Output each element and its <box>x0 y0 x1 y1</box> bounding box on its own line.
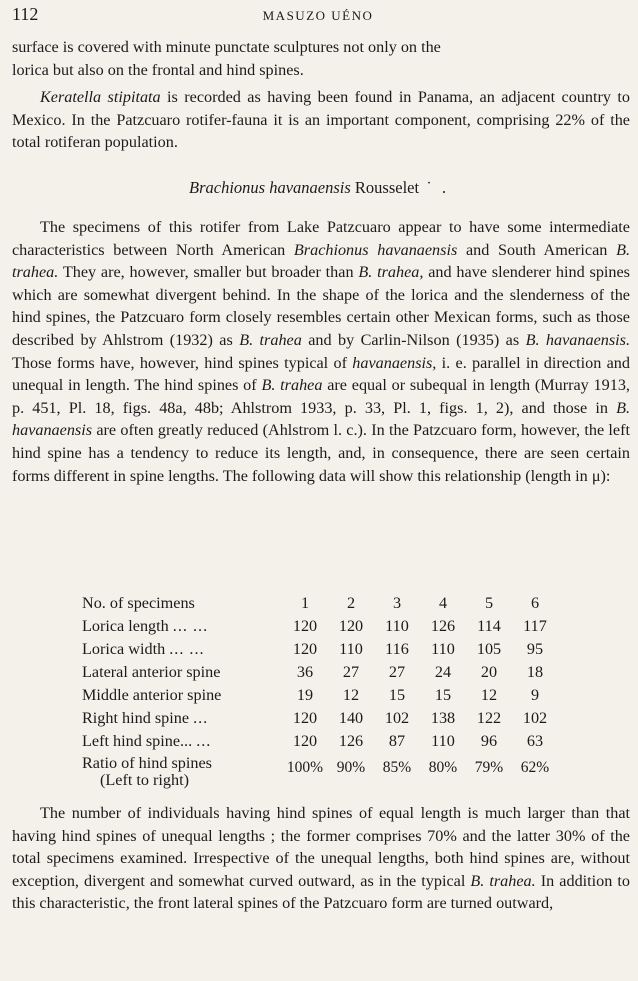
table-cell: 117 <box>523 617 547 635</box>
table-cell: 87 <box>388 732 406 750</box>
heading-author: Rousselet <box>350 178 420 197</box>
table-column-header: 1 <box>300 594 310 612</box>
table-cell: 96 <box>480 732 498 750</box>
paragraph-3-text-4: and have slenderer hind spines which are somewhat divergent behind. In the shape of the lorica and the slenderness of the hind spines, the Patzcuaro form closely resembles certain other Mexican forms, such as those described by Ahlstrom (1932) as <box>12 263 630 349</box>
row-leader-dots: ... ... <box>172 617 209 635</box>
ratio-row <box>82 753 558 795</box>
paragraph-3-text-2: and South American <box>457 240 617 259</box>
table-header-label: No. of specimens <box>82 594 195 612</box>
table-cell: 126 <box>338 732 364 750</box>
table-cell: 116 <box>385 640 409 658</box>
table-cell: 110 <box>431 640 455 658</box>
paragraph-2-text: is recorded as having been found in Panama, an adjacent country to Mexico. In the Patzcuaro rotifer-fauna it is an important component, comprising 22% of the total rotiferan population. <box>12 88 630 152</box>
page-number: 112 <box>12 4 39 24</box>
paragraph-4-text-1: The number of individuals having hind spines of equal length is much larger than that having hind spines of unequal lengths ; the former comprises 70% and the latter 30% of the total specimens examined. Irrespective of the unequal lengths, both hind spines are, without exception, divergent and somewhat curved outward, as in the typical <box>12 804 630 890</box>
measurement-table <box>82 592 558 795</box>
table-cell: 36 <box>296 663 314 681</box>
species-name: B. havanaensis. <box>525 330 630 349</box>
species-name: havanaensis, <box>352 353 437 372</box>
species-name: B. havanaensis <box>12 398 630 440</box>
table-cell: 12 <box>342 686 360 704</box>
table-cell: 12 <box>480 686 498 704</box>
ratio-cell: 79% <box>474 759 504 776</box>
ratio-sublabel: (Left to right) <box>100 771 189 789</box>
ratio-cell: 80% <box>428 759 458 776</box>
table-cell: 18 <box>526 663 544 681</box>
species-name: B. trahea. <box>470 871 536 890</box>
table-row <box>82 638 558 661</box>
table-cell: 120 <box>292 709 318 727</box>
paragraph-3-text-3: They are, however, smaller but broader than <box>58 263 359 282</box>
paragraph-3-text-8: are equal or subequal in length (Murray 1913, p. 451, Pl. 18, figs. 48a, 48b; Ahlstrom 1933, p. 33, Pl. 1, figs. 1, 2), and those in <box>12 376 630 417</box>
species-name: B. trahea. <box>12 240 630 282</box>
table-cell: 95 <box>526 640 544 658</box>
table-column-header: 3 <box>392 594 402 612</box>
table-cell: 102 <box>384 709 410 727</box>
table-cell: 19 <box>296 686 314 704</box>
species-name: Keratella stipitata <box>40 88 161 106</box>
table-column-header: 6 <box>530 594 540 612</box>
row-leader-dots: ... <box>196 732 212 750</box>
table-column-header: 2 <box>346 594 356 612</box>
row-label: Left hind spine... <box>82 732 193 750</box>
table-row <box>82 730 558 753</box>
table-cell: 110 <box>431 732 455 750</box>
ratio-cell: 90% <box>336 759 366 776</box>
table-cell: 27 <box>342 663 360 681</box>
paragraph-1-line-2: lorica but also on the frontal and hind spines. <box>12 60 304 79</box>
ratio-cell: 100% <box>286 759 324 776</box>
table-cell: 126 <box>430 617 456 635</box>
row-label: Lorica width <box>82 640 166 658</box>
paragraph-3-text-1: The specimens of this rotifer from Lake Patzcuaro appear to have some intermediate characteristics between North American <box>12 218 630 259</box>
species-name: B. trahea <box>239 330 302 349</box>
heading-species: Brachionus havanaensis <box>189 178 351 197</box>
table-cell: 110 <box>339 640 363 658</box>
table-cell: 20 <box>480 663 498 681</box>
paragraph-3-text-5: and by Carlin-Nilson (1935) as <box>301 330 526 349</box>
paragraph-1-line-1: surface is covered with minute punctate sculptures not only on the <box>12 38 441 56</box>
table-cell: 102 <box>522 709 548 727</box>
ratio-cell: 85% <box>382 759 412 776</box>
species-name: B. trahea <box>261 376 323 395</box>
table-row <box>82 707 558 730</box>
table-cell: 15 <box>434 686 452 704</box>
paragraph-4-text-2: In addition to this characteristic, the front lateral spines of the Patzcuaro form are turned outward, <box>12 871 630 913</box>
table-cell: 138 <box>430 709 456 727</box>
table-cell: 110 <box>385 617 409 635</box>
table-cell: 114 <box>477 617 501 635</box>
table-cell: 105 <box>476 640 502 658</box>
row-label: Lorica length <box>82 617 169 635</box>
section-heading <box>0 178 638 198</box>
table-row <box>82 684 558 707</box>
table-row <box>82 661 558 684</box>
species-name: B. trahea, <box>358 263 424 282</box>
row-label: Middle anterior spine <box>82 686 222 704</box>
row-label: Right hind spine <box>82 709 190 727</box>
table-cell: 24 <box>434 663 452 681</box>
table-cell: 27 <box>388 663 406 681</box>
paragraph-4 <box>12 802 630 915</box>
paragraph-1 <box>12 36 630 81</box>
table-cell: 120 <box>338 617 364 635</box>
table-cell: 9 <box>530 686 540 704</box>
paragraph-3-text-9: are often greatly reduced (Ahlstrom l. c.). In the Patzcuaro form, however, the left hind spine has a tendency to reduce its length, and, in consequence, there are seen certain forms different in spine lengths. The following data will show this relationship (length in μ): <box>12 421 630 485</box>
table-cell: 15 <box>388 686 406 704</box>
table-row <box>82 615 558 638</box>
table-cell: 120 <box>292 732 318 750</box>
running-title: MASUZO UÉNO <box>262 8 374 23</box>
species-name: Brachionus havanaensis <box>293 240 458 259</box>
table-cell: 122 <box>476 709 502 727</box>
paragraph-3-text-7: i. e. parallel in direction and unequal in length. The hind spines of <box>12 353 630 395</box>
row-label: Lateral anterior spine <box>82 663 221 681</box>
table-cell: 140 <box>338 709 364 727</box>
table-cell: 120 <box>292 617 318 635</box>
paragraph-3 <box>12 216 630 487</box>
ratio-label: Ratio of hind spines <box>82 754 212 772</box>
table-cell: 63 <box>526 732 544 750</box>
ratio-cell: 62% <box>520 759 550 776</box>
table-column-header: 4 <box>438 594 448 612</box>
heading-mark: ˙ . <box>419 178 449 197</box>
table-column-header: 5 <box>484 594 494 612</box>
row-leader-dots: ... <box>193 709 209 727</box>
row-leader-dots: ... ... <box>169 640 205 658</box>
table-header-row <box>82 592 558 615</box>
paragraph-2 <box>12 86 630 154</box>
page-header <box>12 4 624 32</box>
table-cell: 120 <box>292 640 318 658</box>
paragraph-3-text-6: Those forms have, however, hind spines typical of <box>12 353 353 372</box>
